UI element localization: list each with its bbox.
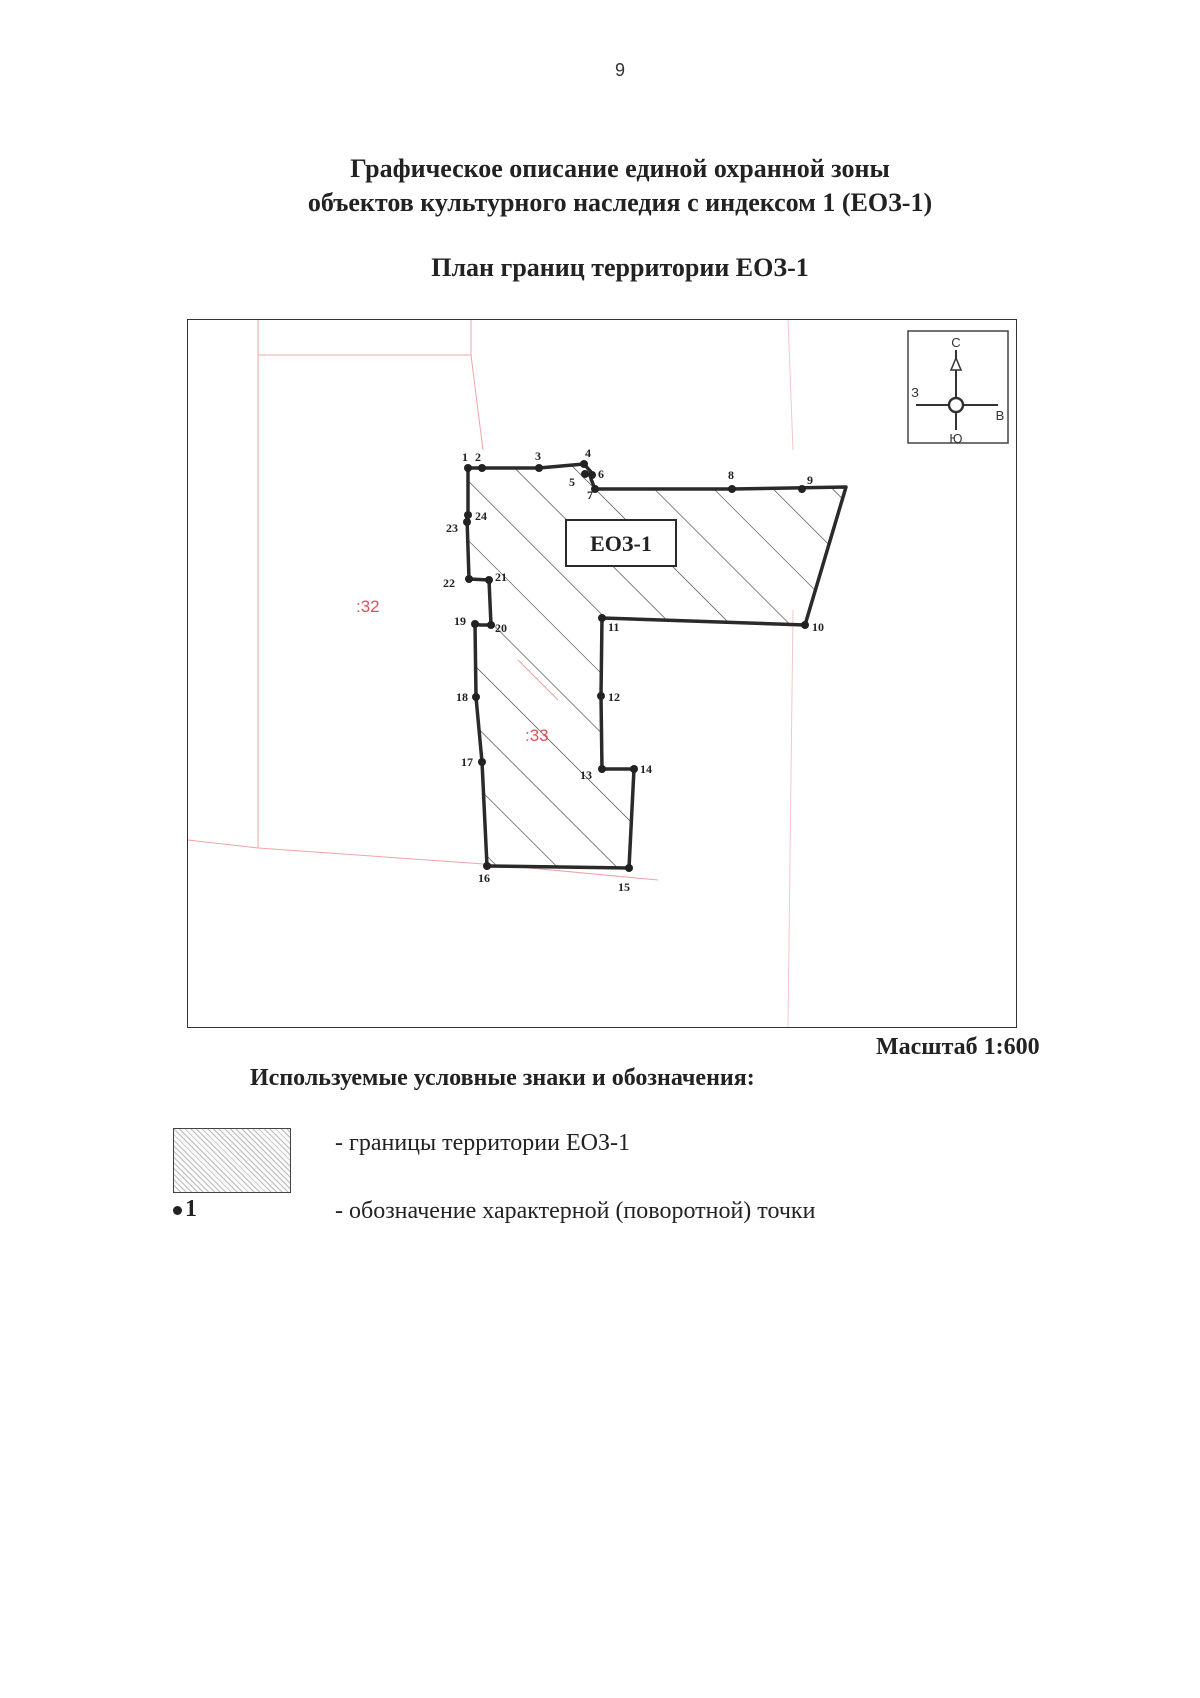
point-label: 8 bbox=[728, 468, 734, 482]
compass-rose bbox=[908, 331, 1008, 446]
point-17-marker bbox=[478, 758, 486, 766]
point-label: 17 bbox=[461, 755, 473, 769]
point-label: 10 bbox=[812, 620, 824, 634]
point-label: 13 bbox=[580, 768, 592, 782]
point-label: 19 bbox=[454, 614, 466, 628]
point-label: 21 bbox=[495, 570, 507, 584]
parcel-label-33: :33 bbox=[525, 726, 549, 745]
zone-label: ЕОЗ-1 bbox=[590, 531, 652, 556]
point-label: 1 bbox=[462, 450, 468, 464]
point-label: 18 bbox=[456, 690, 468, 704]
parcel-33-label bbox=[525, 726, 549, 745]
point-label: 6 bbox=[598, 467, 604, 481]
point-24-marker bbox=[464, 511, 472, 519]
point-21-marker bbox=[485, 576, 493, 584]
point-15-marker bbox=[625, 864, 633, 872]
point-5-marker bbox=[581, 470, 589, 478]
point-label: 4 bbox=[585, 446, 591, 460]
point-11-marker bbox=[598, 614, 606, 622]
point-23-marker bbox=[463, 518, 471, 526]
point-label: 24 bbox=[475, 509, 487, 523]
legend-point-text: - обозначение характерной (поворотной) точки bbox=[335, 1198, 816, 1224]
page-number: 9 bbox=[614, 60, 625, 80]
point-3-marker bbox=[535, 464, 543, 472]
point-8-marker bbox=[728, 485, 736, 493]
boundary-plan-map bbox=[187, 319, 1017, 1028]
point-12-marker bbox=[597, 692, 605, 700]
point-dot-icon bbox=[173, 1206, 182, 1215]
point-label: 12 bbox=[608, 690, 620, 704]
document-title-line-1: Графическое описание единой охранной зоны bbox=[350, 154, 890, 183]
point-22-marker bbox=[465, 575, 473, 583]
point-10-marker bbox=[801, 621, 809, 629]
point-9-marker bbox=[798, 485, 806, 493]
legend-title: Используемые условные знаки и обозначения: bbox=[250, 1065, 755, 1091]
map-canvas bbox=[188, 320, 1016, 1027]
map-scale: Масштаб 1:600 bbox=[876, 1034, 1040, 1060]
point-2-marker bbox=[478, 464, 486, 472]
point-label: 15 bbox=[618, 880, 630, 894]
point-label: 11 bbox=[608, 620, 620, 634]
point-1-marker bbox=[464, 464, 472, 472]
zone-label-box bbox=[566, 520, 676, 566]
point-label: 3 bbox=[535, 449, 541, 463]
point-label: 22 bbox=[443, 576, 455, 590]
point-16-marker bbox=[483, 862, 491, 870]
point-label: 16 bbox=[478, 871, 490, 885]
compass-north: С bbox=[951, 335, 961, 350]
point-4-marker bbox=[580, 460, 588, 468]
point-18-marker bbox=[472, 693, 480, 701]
point-label: 2 bbox=[475, 450, 481, 464]
point-label: 5 bbox=[569, 475, 575, 489]
point-13-marker bbox=[598, 765, 606, 773]
plan-subtitle: План границ территории ЕОЗ-1 bbox=[431, 253, 809, 282]
point-20-marker bbox=[487, 621, 495, 629]
point-label: 7 bbox=[587, 488, 593, 502]
point-19-marker bbox=[471, 620, 479, 628]
legend-point-number: 1 bbox=[185, 1196, 197, 1222]
point-label: 9 bbox=[807, 473, 813, 487]
parcel-label-32: :32 bbox=[356, 597, 380, 616]
point-label: 20 bbox=[495, 621, 507, 635]
point-6-marker bbox=[588, 471, 596, 479]
compass-west: З bbox=[911, 385, 919, 400]
point-14-marker bbox=[630, 765, 638, 773]
point-label: 14 bbox=[640, 762, 652, 776]
point-label: 23 bbox=[446, 521, 458, 535]
compass-east: В bbox=[995, 408, 1005, 423]
hatch-legend-swatch bbox=[173, 1128, 291, 1193]
legend-point-symbol bbox=[173, 1196, 197, 1223]
document-title-line-2: объектов культурного наследия с индексом 1 (ЕОЗ-1) bbox=[307, 188, 933, 217]
compass-south: Ю bbox=[949, 431, 963, 446]
legend-boundary-text: - границы территории ЕОЗ-1 bbox=[335, 1130, 630, 1156]
